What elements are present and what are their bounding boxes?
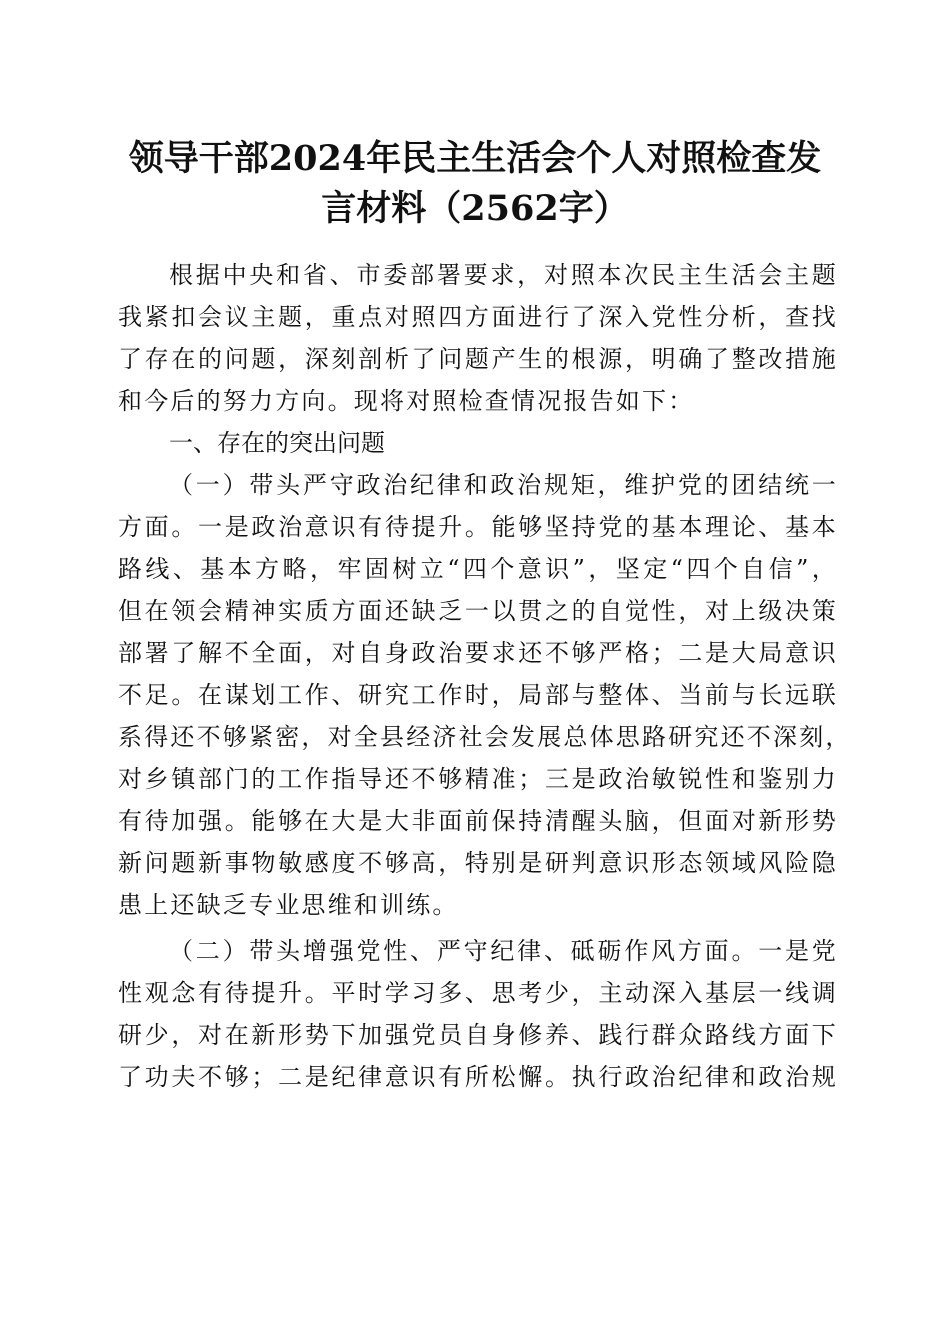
document-body [118, 254, 852, 1098]
section-heading-1: 一、存在的突出问题 [169, 429, 385, 457]
title-line-1: 领导干部2024年民主生活会个人对照检查发 [128, 138, 822, 179]
intro-paragraph [118, 254, 838, 422]
para1-line-11: 患上还缺乏专业思维和训练。 [118, 891, 459, 919]
para1-line-3: 路线、基本方略，牢固树立“四个意识”，坚定“四个自信”， [118, 555, 838, 583]
intro-line-3: 了存在的问题，深刻剖析了问题产生的根源，明确了整改措施 [118, 345, 838, 373]
para1-line-8: 对乡镇部门的工作指导还不够精准；三是政治敏锐性和鉴别力 [118, 765, 838, 793]
para1-line-9: 有待加强。能够在大是大非面前保持清醒头脑，但面对新形势 [118, 807, 838, 835]
intro-line-1: 根据中央和省、市委部署要求，对照本次民主生活会主题 [169, 261, 838, 289]
para2-line-2: 性观念有待提升。平时学习多、思考少，主动深入基层一线调 [118, 979, 838, 1007]
para1-line-10: 新问题新事物敏感度不够高，特别是研判意识形态领域风险隐 [118, 849, 838, 877]
intro-line-4: 和今后的努力方向。现将对照检查情况报告如下： [118, 387, 695, 415]
para1-line-6: 不足。在谋划工作、研究工作时，局部与整体、当前与长远联 [118, 681, 838, 709]
para1-line-1: （一）带头严守政治纪律和政治规矩，维护党的团结统一 [169, 471, 838, 499]
paragraph-1 [118, 464, 852, 926]
para1-line-2: 方面。一是政治意识有待提升。能够坚持党的基本理论、基本 [118, 513, 838, 541]
paragraph-2 [118, 930, 838, 1098]
para1-line-5: 部署了解不全面，对自身政治要求还不够严格；二是大局意识 [118, 639, 838, 667]
para1-line-7: 系得还不够紧密，对全县经济社会发展总体思路研究还不深刻， [118, 723, 852, 751]
para2-line-1: （二）带头增强党性、严守纪律、砥砺作风方面。一是党 [169, 937, 838, 965]
document-title [100, 134, 850, 234]
title-line-2: 言材料（2562字） [321, 188, 629, 229]
para2-line-3: 研少，对在新形势下加强党员自身修养、践行群众路线方面下 [118, 1021, 838, 1049]
para2-line-4: 了功夫不够；二是纪律意识有所松懈。执行政治纪律和政治规 [118, 1063, 838, 1091]
intro-line-2: 我紧扣会议主题，重点对照四方面进行了深入党性分析，查找 [118, 303, 838, 331]
para1-line-4: 但在领会精神实质方面还缺乏一以贯之的自觉性，对上级决策 [118, 597, 838, 625]
